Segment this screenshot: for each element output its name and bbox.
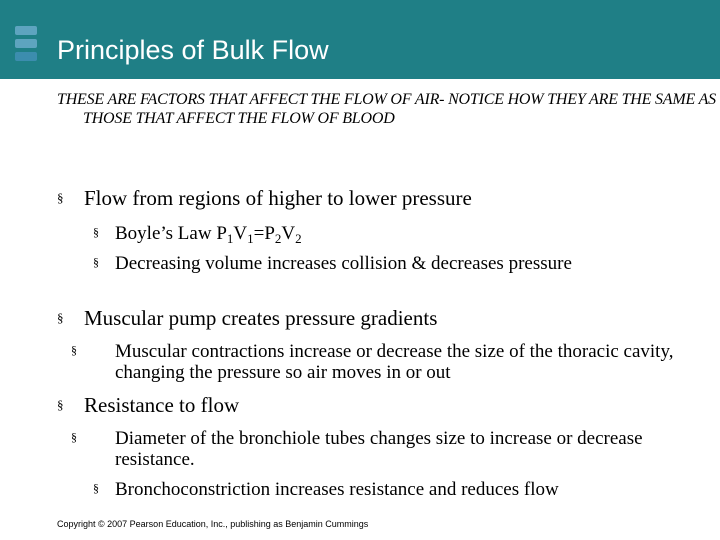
boyles-law-text: Boyle’s Law $P_1V_1=P_2V_2$ [115,223,302,246]
sub-bullet-volume [93,253,572,275]
bullet-icon: § [93,255,99,269]
sub-bullet-boyles-law [93,223,302,245]
bullet-icon: § [57,190,64,205]
bullet-icon: § [93,481,99,495]
bullet-text: Muscular pump creates pressure gradients [84,306,438,330]
sub-bullet-diameter [71,427,675,470]
sub-bullet-text: Bronchoconstriction increases resistance and reduces flow [115,479,559,500]
bullet-muscular-pump [57,306,437,331]
title-bar [0,0,720,79]
bullet-text: Resistance to flow [84,393,240,417]
sub-bullet-text: Decreasing volume increases collision & decreases pressure [115,253,572,274]
bullet-icon: § [71,343,77,357]
intro-note: THESE ARE FACTORS THAT AFFECT THE FLOW OF AIR- NOTICE HOW THEY ARE THE SAME AS THOSE THAT AFFECT THE FLOW OF BLOOD [57,91,716,127]
bullet-icon: § [57,310,64,325]
slide-title: Principles of Bulk Flow [57,35,329,65]
bullet-icon: § [93,225,99,239]
sub-bullet-bronchoconstriction [93,479,559,501]
decorative-bars-icon [15,26,37,66]
sub-bullet-text: Muscular contractions increase or decrease the size of the thoracic cavity, changing the pressure so air moves in or out [115,341,674,383]
bullet-pressure [57,186,472,211]
bullet-icon: § [71,430,77,444]
bullet-icon: § [57,397,64,412]
sub-bullet-text: Diameter of the bronchiole tubes changes size to increase or decrease resistance. [115,428,643,470]
copyright-footer: Copyright © 2007 Pearson Education, Inc., publishing as Benjamin Cummings [57,519,369,529]
sub-bullet-contractions [71,340,675,383]
bullet-text: Flow from regions of higher to lower pressure [84,186,472,210]
bullet-resistance [57,393,239,418]
